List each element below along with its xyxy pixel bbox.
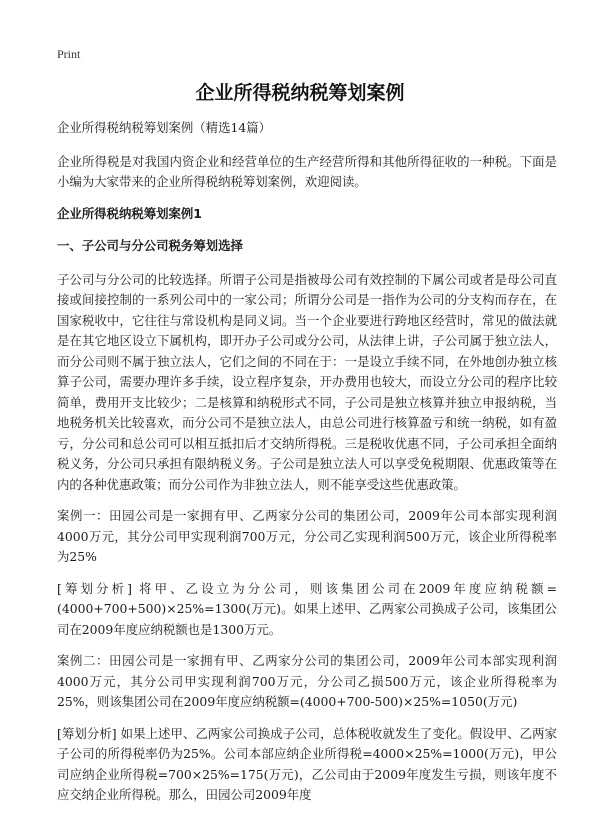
article-subtitle: 企业所得税纳税筹划案例（精选14篇） bbox=[57, 120, 272, 135]
paragraph-analysis-two: [筹划分析] 如果上述甲、乙两家公司换成子公司，总体税收就发生了变化。假设甲、乙两家子公司的所得税率仍为25%。公司本部应纳企业所得税=4000×25%=1000(万元)，甲公司应纳企业所得税=700×25%=175(万元)，乙公司由于2009年度发生亏损，则该年度不应交纳企业所得税。那么，田园公司2009年度 bbox=[57, 725, 557, 802]
paragraph-case-one: 案例一：田园公司是一家拥有甲、乙两家分公司的集团公司，2009年公司本部实现利润4000万元，其分公司甲实现利润700万元，分公司乙实现利润500万元，该企业所得税率为25% bbox=[57, 508, 557, 564]
print-label: Print bbox=[57, 47, 81, 61]
case-heading: 企业所得税纳税筹划案例1 bbox=[57, 205, 202, 221]
paragraph-analysis-one: [筹划分析] 将甲、乙设立为分公司，则该集团公司在2009年度应纳税额=(4000+700+500)×25%=1300(万元)。如果上述甲、乙两家公司换成子公司，该集团公司在2009年度应纳税额也是1300万元。 bbox=[57, 580, 557, 637]
page-title: 企业所得税纳税筹划案例 bbox=[195, 82, 405, 104]
article-body bbox=[57, 118, 557, 817]
section-heading: 一、子公司与分公司税务筹划选择 bbox=[57, 237, 243, 253]
intro-paragraph: 企业所得税是对我国内资企业和经营单位的生产经营所得和其他所得征收的一种税。下面是小编为大家带来的企业所得税纳税筹划案例，欢迎阅读。 bbox=[57, 153, 557, 189]
paragraph-case-two: 案例二：田园公司是一家拥有甲、乙两家分公司的集团公司，2009年公司本部实现利润4000万元，其分公司甲实现利润700万元，分公司乙损500万元，该企业所得税率为25%，则该集团公司在2009年度应纳税额=(4000+700-500)×25%=1050(万元) bbox=[57, 653, 557, 709]
paragraph-comparison: 子公司与分公司的比较选择。所谓子公司是指被母公司有效控制的下属公司或者是母公司直接或间接控制的一系列公司中的一家公司；所谓分公司是一指作为公司的分支构而存在，在国家税收中，它往往与常设机构是同义词。当一个企业要进行跨地区经营时，常见的做法就是在其它地区设立下属机构，即开办子公司或分公司，从法律上讲，子公司属于独立法人，而分公司则不属于独立法人，它们之间的不同在于：一是设立手续不同，在外地创办独立核算子公司，需要办理许多手续，设立程序复杂，开办费用也较大，而设立分公司的程序比较简单，费用开支比较少；二是核算和纳税形式不同，子公司是独立核算并独立申报纳税，当地税务机关比较喜欢，而分公司不是独立法人，由总公司进行核算盈亏和统一纳税，如有盈亏，分公司和总公司可以相互抵扣后才交纳所得税。三是税收优惠不同，子公司承担全面纳税义务，分公司只承担有限纳税义务。子公司是独立法人可以享受免税期限、优惠政策等在内的各种优惠政策；而分公司作为非独立法人，则不能享受这些优惠政策。 bbox=[57, 271, 557, 492]
